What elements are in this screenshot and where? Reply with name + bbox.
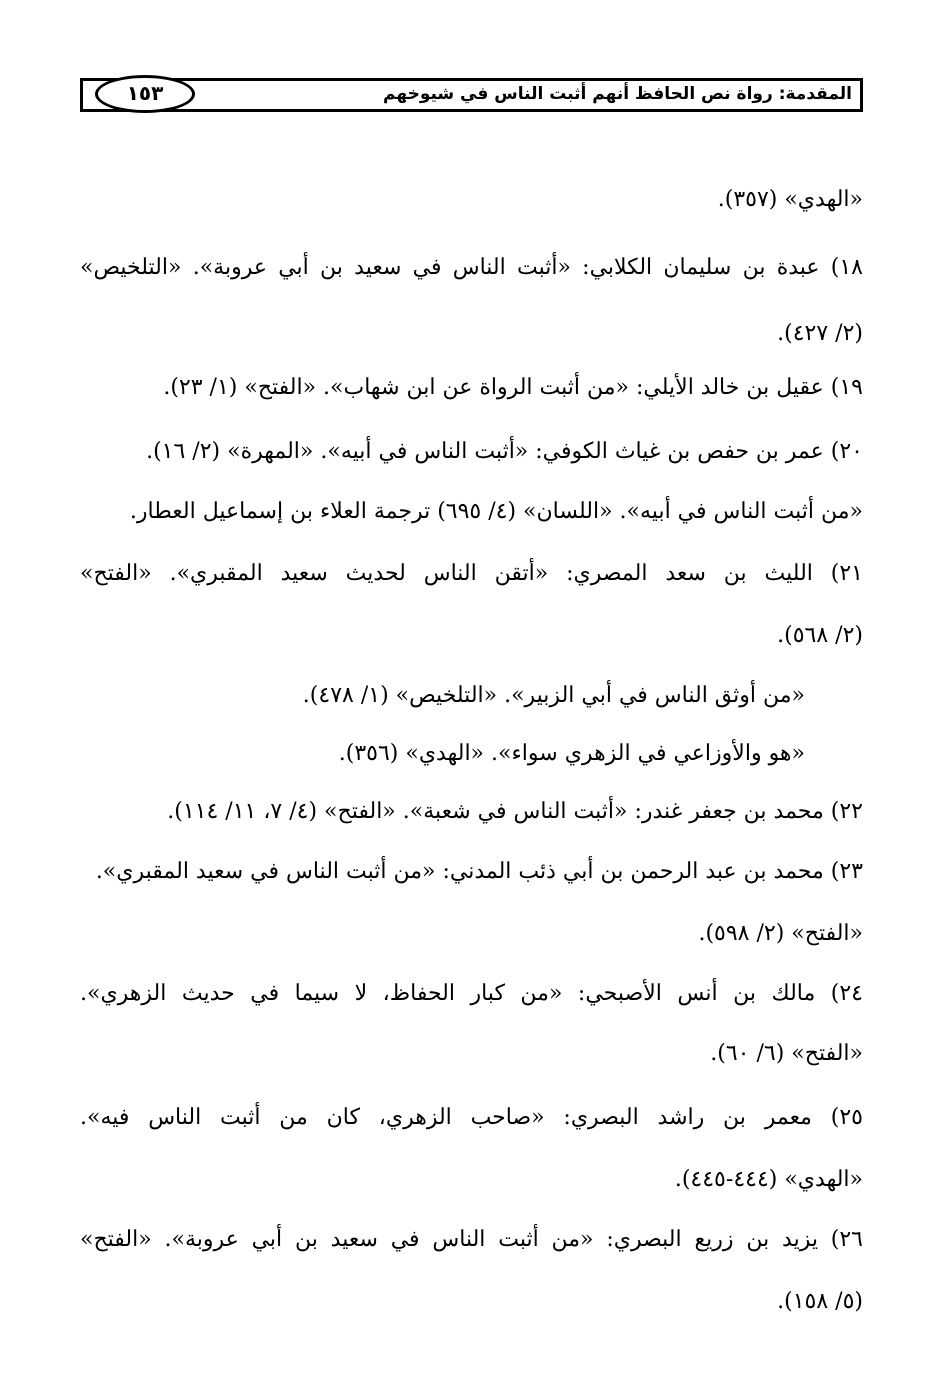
text-line: «من أوثق الناس في أبي الزبير». «التلخيص» (١/ ٤٧٨). [302,683,805,708]
header-title-text: رواة نص الحافظ أنهم أثبت الناس في شيوخهم [383,84,773,104]
text-line: «الفتح» (٦/ ٦٠). [710,1041,863,1066]
text-line: ٢٤) مالك بن أنس الأصبحي: «من كبار الحفاظ، لا سيما في حديث الزهري». [80,981,863,1006]
text-line: ٢٣) محمد بن عبد الرحمن بن أبي ذئب المدني: «من أثبت الناس في سعيد المقبري». [95,859,863,884]
text-line: «الفتح» (٢/ ٥٩٨). [698,921,863,946]
text-line: ٢٠) عمر بن حفص بن غياث الكوفي: «أثبت الناس في أبيه». «المهرة» (٢/ ١٦). [146,439,863,464]
text-line: «الهدي» (٣٥٧). [717,187,863,212]
text-line: ٢٦) يزيد بن زريع البصري: «من أثبت الناس في سعيد بن أبي عروبة». «الفتح» [80,1227,863,1252]
text-line: «من أثبت الناس في أبيه». «اللسان» (٤/ ٦٩٥) ترجمة العلاء بن إسماعيل العطار. [129,499,863,524]
header-title [383,84,852,104]
text-line: «الهدي» (٤٤٤-٤٤٥). [674,1167,863,1192]
page-number: ١٥٣ [95,75,195,113]
text-line: (٥/ ١٥٨). [777,1289,863,1314]
page-header [80,78,863,112]
text-line: ١٩) عقيل بن خالد الأيلي: «من أثبت الرواة عن ابن شهاب». «الفتح» (١/ ٢٣). [163,375,863,400]
text-line: «هو والأوزاعي في الزهري سواء». «الهدي» (٣٥٦). [338,741,805,766]
text-line: (٢/ ٤٢٧). [777,321,863,346]
text-line: ٢٥) معمر بن راشد البصري: «صاحب الزهري، كان من أثبت الناس فيه». [80,1105,863,1130]
header-section: المقدمة: [778,84,852,104]
text-line: ١٨) عبدة بن سليمان الكلابي: «أثبت الناس في سعيد بن أبي عروبة». «التلخيص» [80,255,863,280]
text-line: ٢٢) محمد بن جعفر غندر: «أثبت الناس في شعبة». «الفتح» (٤/ ٧، ١١/ ١١٤). [167,799,863,824]
text-line: (٢/ ٥٦٨). [777,623,863,648]
text-line: ٢١) الليث بن سعد المصري: «أتقن الناس لحديث سعيد المقبري». «الفتح» [80,561,863,586]
